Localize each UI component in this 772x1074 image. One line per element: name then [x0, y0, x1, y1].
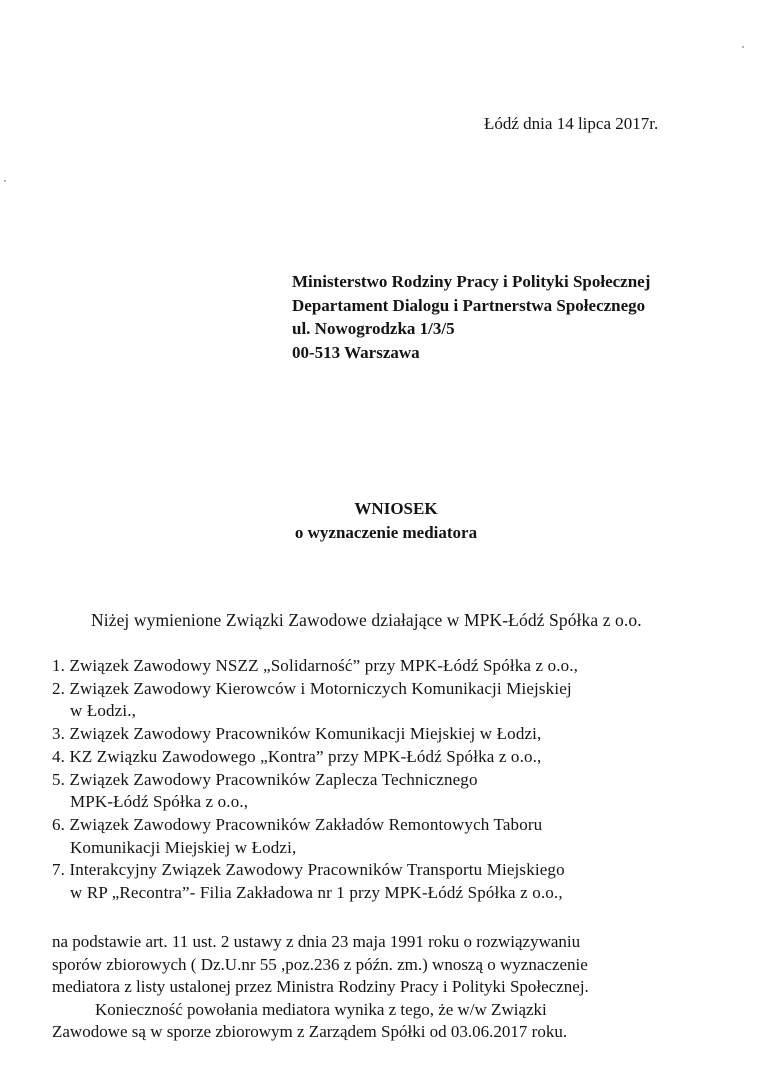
basis-line: Konieczność powołania mediatora wynika z tego, że w/w Związki: [95, 999, 547, 1019]
basis-line: Zawodowe są w sporze zbiorowym z Zarządem Spółki od 03.06.2017 roku.: [52, 1022, 568, 1041]
list-item: 1. Związek Zawodowy NSZZ „Solidarność” przy MPK-Łódź Spółka z o.o.,: [52, 656, 579, 675]
legal-basis-paragraph: [52, 931, 589, 1044]
basis-line: na podstawie art. 11 ust. 2 ustawy z dnia 23 maja 1991 roku o rozwiązywaniu: [52, 932, 581, 951]
basis-line: sporów zbiorowych ( Dz.U.nr 55 ,poz.236 z późn. zm.) wnoszą o wyznaczenie: [52, 954, 588, 974]
document-subtitle: o wyznaczenie mediatora: [294, 523, 478, 542]
letter-date: Łódź dnia 14 lipca 2017r.: [484, 114, 659, 133]
list-item-continuation: w Łodzi.,: [70, 701, 137, 721]
list-item-continuation: Komunikacji Miejskiej w Łodzi,: [70, 837, 297, 857]
list-item: 4. KZ Związku Zawodowego „Kontra” przy MPK-Łódź Spółka z o.o.,: [52, 746, 542, 766]
unions-list: [52, 655, 578, 905]
list-item: 6. Związek Zawodowy Pracowników Zakładów Remontowych Taboru: [52, 814, 543, 834]
list-item: 5. Związek Zawodowy Pracowników Zaplecza Technicznego: [52, 769, 478, 789]
recipient-city: 00-513 Warszawa: [292, 342, 420, 362]
basis-line: mediatora z listy ustalonej przez Ministra Rodziny Pracy i Polityki Społecznej.: [52, 977, 589, 996]
document-title: WNIOSEK: [354, 499, 438, 518]
recipient-ministry: Ministerstwo Rodziny Pracy i Polityki Społecznej: [292, 272, 651, 291]
scan-speck: [4, 180, 6, 182]
recipient-street: ul. Nowogrodzka 1/3/5: [292, 319, 455, 338]
recipient-department: Departament Dialogu i Partnerstwa Społecznego: [292, 295, 646, 315]
document-title-block: [0, 497, 772, 545]
list-item: 3. Związek Zawodowy Pracowników Komunikacji Miejskiej w Łodzi,: [52, 724, 542, 744]
list-item: 7. Interakcyjny Związek Zawodowy Pracowników Transportu Miejskiego: [52, 860, 565, 880]
recipient-address: [292, 270, 650, 364]
list-item-continuation: w RP „Recontra”- Filia Zakładowa nr 1 przy MPK-Łódź Spółka z o.o.,: [70, 883, 563, 903]
list-item-continuation: MPK-Łódź Spółka z o.o.,: [70, 792, 249, 812]
list-item: 2. Związek Zawodowy Kierowców i Motorniczych Komunikacji Miejskiej: [52, 678, 572, 698]
intro-paragraph: Niżej wymienione Związki Zawodowe działające w MPK-Łódź Spółka z o.o.: [91, 610, 642, 630]
scan-speck: [742, 46, 744, 48]
